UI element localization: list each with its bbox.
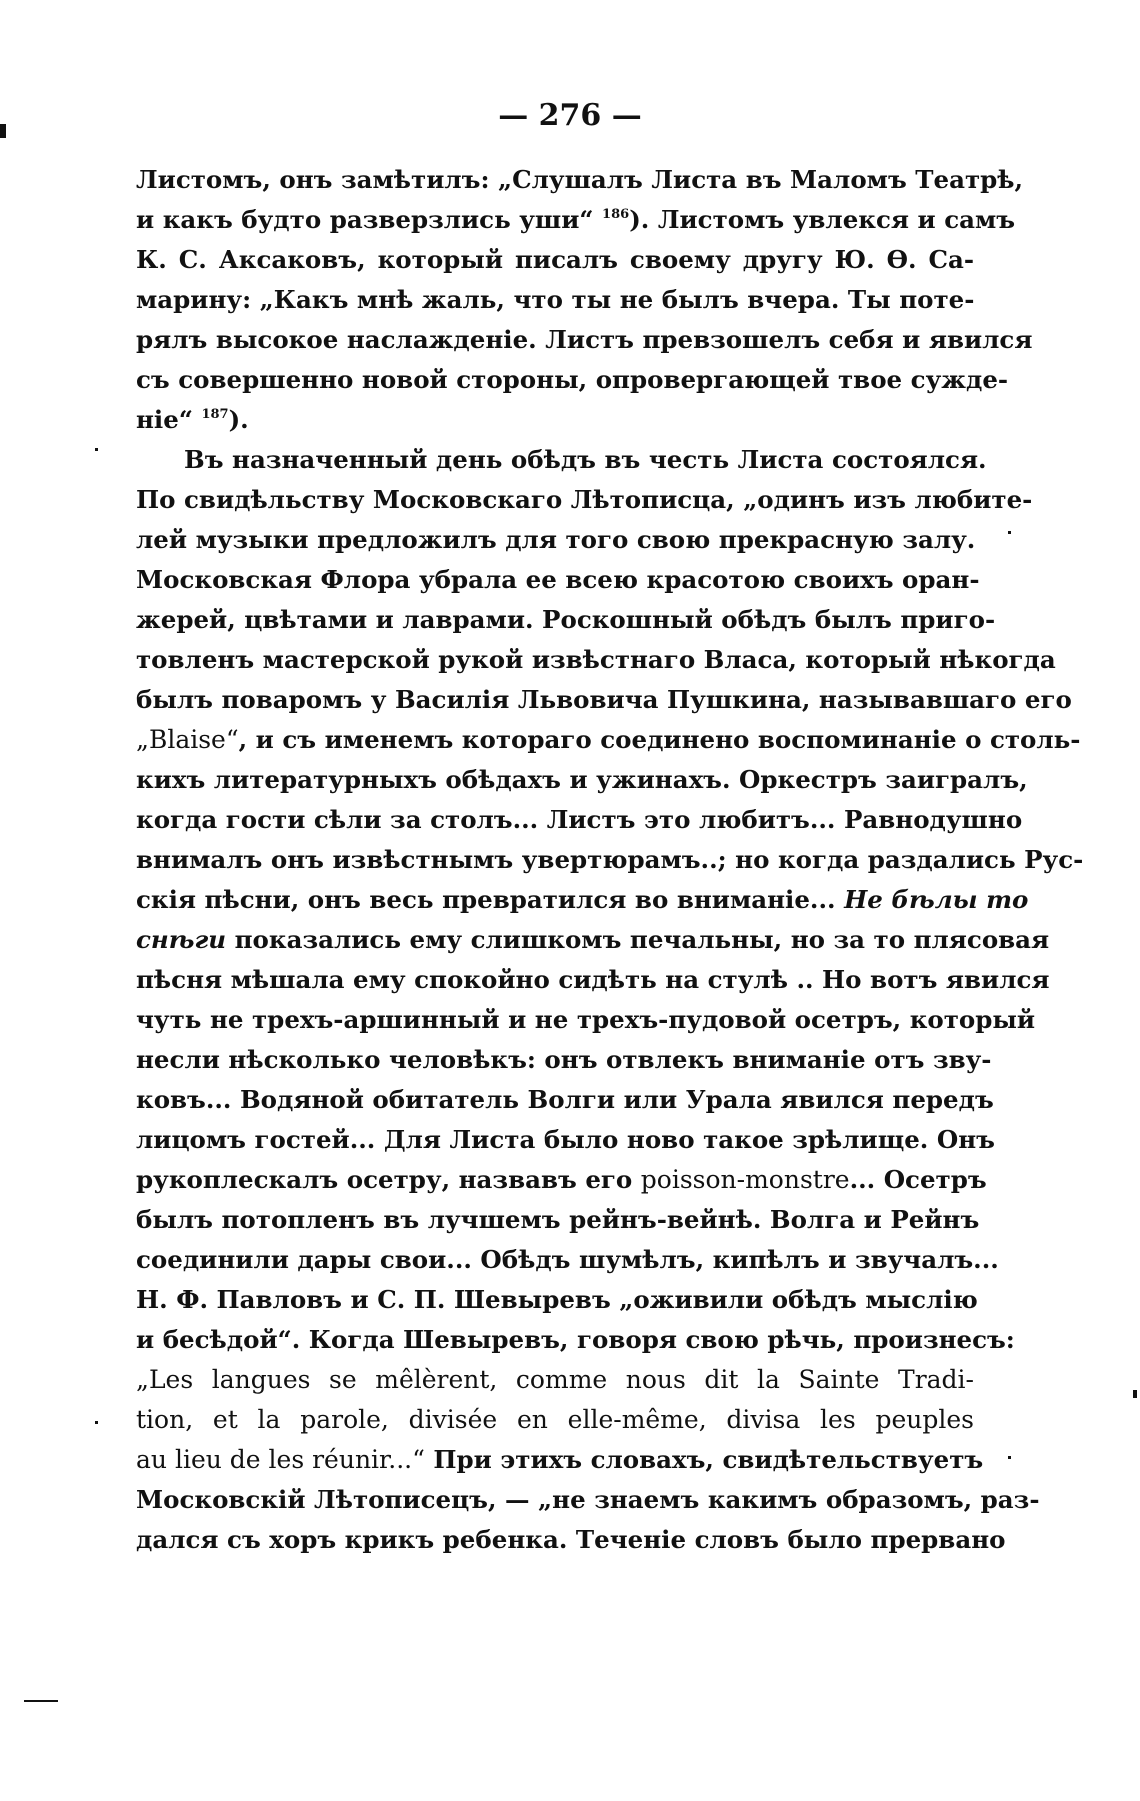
- body-text: [136, 160, 1084, 1560]
- text-line: кихъ литературныхъ обѣдахъ и ужинахъ. Оркестръ заигралъ,: [136, 765, 1028, 794]
- text-line: товленъ мастерской рукой извѣстнаго Власа, который нѣкогда: [136, 645, 1056, 674]
- text-line: внималъ онъ извѣстнымъ увертюрамъ..; но когда раздались Рус-: [136, 845, 1084, 874]
- scan-speck: [1008, 531, 1011, 534]
- footnote-ref-186: 186: [602, 207, 630, 222]
- text-line: [136, 200, 1016, 240]
- margin-rule: [24, 1700, 58, 1702]
- song-title-italic: снѣги: [136, 925, 227, 954]
- paragraph-first-line: Въ назначенный день обѣдъ въ честь Листа состоялся.: [184, 445, 987, 474]
- text-line: былъ потопленъ въ лучшемъ рейнъ-вейнѣ. Волга и Рейнъ: [136, 1205, 980, 1234]
- scan-speck: [95, 448, 98, 451]
- text-line: [136, 920, 1050, 960]
- text-line: [136, 880, 1029, 920]
- french-quote-line: „Les langues se mêlèrent, comme nous dit la Sainte Tradi-: [136, 1365, 974, 1394]
- scan-speck: [1133, 1390, 1137, 1398]
- text-line: [136, 400, 974, 440]
- text-segment: рукоплескалъ осетру, назвавъ его: [136, 1165, 641, 1194]
- text-line: лей музыки предложилъ для того свою прекрасную залу.: [136, 525, 976, 554]
- footnote-ref-187: 187: [201, 407, 229, 422]
- text-line: соединили дары свои... Обѣдъ шумѣлъ, кипѣлъ и звучалъ...: [136, 1245, 999, 1274]
- text-line: Листомъ, онъ замѣтилъ: „Слушалъ Листа въ Маломъ Театрѣ,: [136, 165, 1024, 194]
- text-line: Московскій Лѣтописецъ, — „не знаемъ какимъ образомъ, раз-: [136, 1485, 1040, 1514]
- text-line: несли нѣсколько человѣкъ: онъ отвлекъ вниманіе отъ зву-: [136, 1045, 992, 1074]
- text-line: съ совершенно новой стороны, опровергающей твое сужде-: [136, 365, 1009, 394]
- text-line: [136, 720, 1081, 760]
- scan-speck: [0, 124, 6, 138]
- text-line: ковъ... Водяной обитатель Волги или Урала явился передъ: [136, 1085, 994, 1114]
- text-line: былъ поваромъ у Василія Львовича Пушкина, называвшаго его: [136, 685, 1072, 714]
- text-line: рялъ высокое наслажденіе. Листъ превзошелъ себя и явился: [136, 325, 1033, 354]
- text-segment: ). Листомъ увлекся и самъ: [629, 205, 1016, 234]
- text-line: марину: „Какъ мнѣ жаль, что ты не былъ вчера. Ты поте-: [136, 285, 975, 314]
- text-segment: ніе“: [136, 405, 202, 434]
- latin-word: poisson-monstre: [640, 1165, 850, 1194]
- scan-speck: [1008, 1456, 1011, 1459]
- text-line: жерей, цвѣтами и лаврами. Роскошный обѣдъ былъ приго-: [136, 605, 996, 634]
- text-line: [136, 1440, 984, 1480]
- text-line: лицомъ гостей... Для Листа было ново такое зрѣлище. Онъ: [136, 1125, 995, 1154]
- page-number: — 276 —: [498, 98, 642, 133]
- text-segment: , и съ именемъ котораго соединено воспоминаніе о столь-: [238, 725, 1081, 754]
- text-line: По свидѣльству Московскаго Лѣтописца, „одинъ изъ любите-: [136, 485, 1033, 514]
- song-title-italic: Не бѣлы то: [844, 885, 1029, 914]
- text-segment: показались ему слишкомъ печальны, но за то плясовая: [226, 925, 1050, 954]
- text-line: чуть не трехъ-аршинный и не трехъ-пудовой осетръ, который: [136, 1005, 1036, 1034]
- text-line: Н. Ф. Павловъ и С. П. Шевыревъ „оживили обѣдъ мыслію: [136, 1285, 978, 1314]
- text-line: пѣсня мѣшала ему спокойно сидѣть на стулѣ .. Но вотъ явился: [136, 965, 1050, 994]
- text-line: Московская Флора убрала ее всею красотою своихъ оран-: [136, 565, 980, 594]
- text-segment: и какъ будто разверзлись уши“: [136, 205, 603, 234]
- text-line: и бесѣдой“. Когда Шевыревъ, говоря свою рѣчь, произнесъ:: [136, 1325, 1015, 1354]
- text-line: К. С. Аксаковъ, который писалъ своему другу Ю. Ѳ. Са-: [136, 245, 974, 274]
- french-quote-line: tion, et la parole, divisée en elle-même, divisa les peuples: [136, 1405, 974, 1434]
- text-segment: При этихъ словахъ, свидѣтельствуетъ: [424, 1445, 984, 1474]
- scan-speck: [95, 1421, 98, 1424]
- text-line: [136, 1160, 987, 1200]
- text-segment: ... Осетръ: [849, 1165, 987, 1194]
- text-segment: скія пѣсни, онъ весь превратился во вниманіе...: [136, 885, 845, 914]
- text-segment: ).: [228, 405, 249, 434]
- text-line: когда гости сѣли за столъ... Листъ это любитъ... Равнодушно: [136, 805, 1023, 834]
- french-quote-segment: au lieu de les réunir...“: [136, 1445, 425, 1474]
- latin-word: „Blaise“: [136, 725, 239, 754]
- text-line: дался съ хоръ крикъ ребенка. Теченіе словъ было прервано: [136, 1525, 1006, 1554]
